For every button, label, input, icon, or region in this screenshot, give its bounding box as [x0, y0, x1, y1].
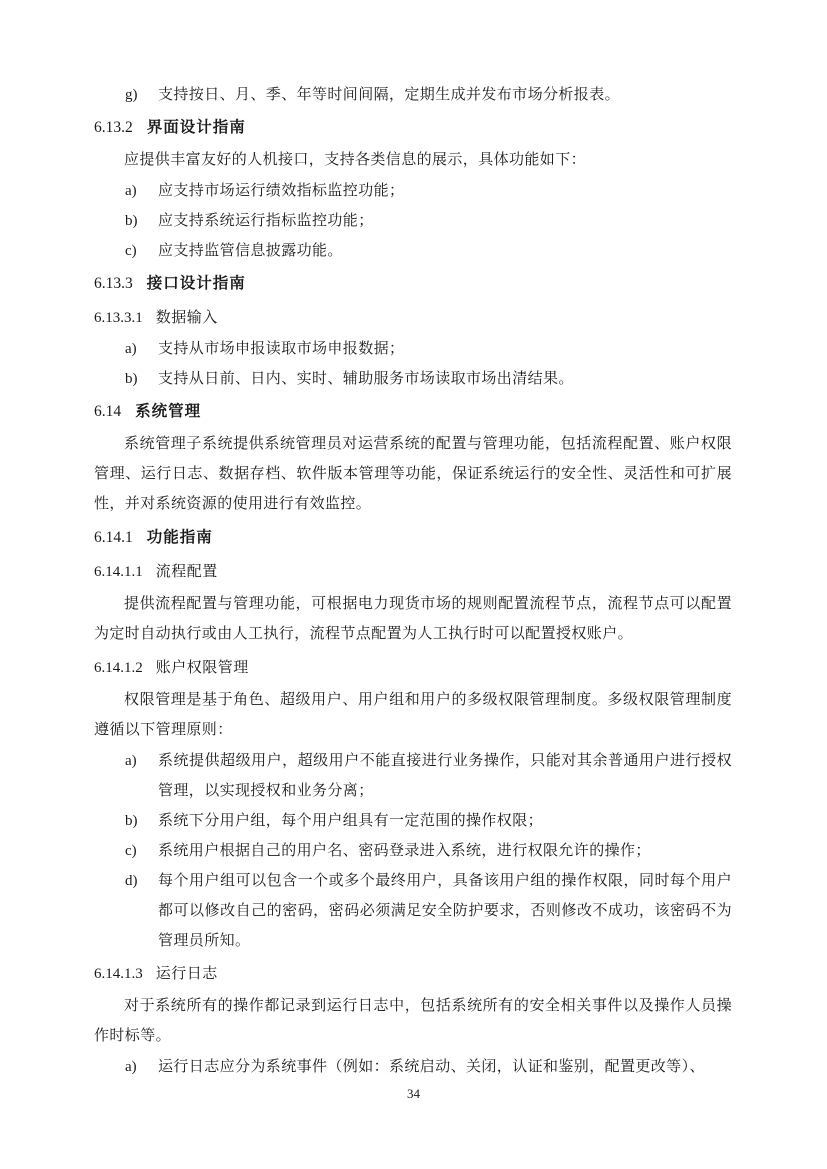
- list-item: [94, 206, 732, 236]
- list-item-label: b): [125, 371, 138, 387]
- heading-number: 6.14: [94, 403, 122, 420]
- subsection-heading: [94, 956, 732, 990]
- heading-number: 6.14.1.3: [94, 966, 143, 982]
- list-item-text: 系统下分用户组，每个用户组具有一定范围的操作权限；: [158, 813, 544, 829]
- subsection-heading: [94, 300, 732, 334]
- list-item-text: 应支持监管信息披露功能。: [158, 243, 343, 259]
- paragraph: 系统管理子系统提供系统管理员对运营系统的配置与管理功能，包括流程配置、账户权限管理、运行日志、数据存档、软件版本管理等功能，保证系统运行的安全性、灵活性和可扩展性，并对系统资源的使用进行有效监控。: [94, 436, 732, 512]
- heading-number: 6.13.2: [94, 119, 133, 136]
- list-item: [94, 364, 732, 394]
- list-item-label: c): [125, 243, 137, 259]
- heading-title: 接口设计指南: [146, 275, 246, 292]
- paragraph: 提供流程配置与管理功能，可根据电力现货市场的规则配置流程节点，流程节点可以配置为定时自动执行或由人工执行，流程节点配置为人工执行时可以配置授权账户。: [94, 596, 732, 642]
- list-item-label: c): [125, 843, 137, 859]
- list-item: [94, 176, 732, 206]
- heading-number: 6.13.3.1: [94, 310, 143, 326]
- heading-title: 运行日志: [155, 966, 218, 982]
- list-item-text: 每个用户组可以包含一个或多个最终用户，具备该用户组的操作权限，同时每个用户都可以修改自己的密码，密码必须满足安全防护要求，否则修改不成功，该密码不为管理员所知。: [158, 873, 732, 949]
- list-item-label: a): [125, 1059, 137, 1075]
- list-item-label: b): [125, 213, 138, 229]
- list-item: [94, 746, 732, 806]
- subsection-heading: [94, 554, 732, 588]
- paragraph: 权限管理是基于角色、超级用户、用户组和用户的多级权限管理制度。多级权限管理制度遵循以下管理原则：: [94, 692, 732, 738]
- list-item: [94, 806, 732, 836]
- list-item: [94, 80, 732, 110]
- heading-title: 界面设计指南: [146, 119, 246, 136]
- paragraph: 对于系统所有的操作都记录到运行日志中，包括系统所有的安全相关事件以及操作人员操作时标等。: [94, 998, 732, 1044]
- heading-title: 功能指南: [146, 529, 213, 546]
- list-item-label: a): [125, 753, 137, 769]
- subsection-heading: [94, 650, 732, 684]
- page-number: 34: [407, 1086, 420, 1101]
- document-content: [94, 80, 732, 1082]
- list-item: [94, 236, 732, 266]
- paragraph: 应提供丰富友好的人机接口，支持各类信息的展示，具体功能如下：: [124, 152, 587, 168]
- list-item: [94, 1052, 732, 1082]
- section-heading: [94, 266, 732, 300]
- list-item-text: 支持从日前、日内、实时、辅助服务市场读取市场出清结果。: [158, 371, 574, 387]
- list-item-label: b): [125, 813, 138, 829]
- list-item-text: 运行日志应分为系统事件（例如：系统启动、关闭，认证和鉴别，配置更改等）、: [158, 1059, 705, 1075]
- section-heading: [94, 394, 732, 428]
- list-item-label: a): [125, 341, 137, 357]
- list-item-text: 系统用户根据自己的用户名、密码登录进入系统，进行权限允许的操作；: [158, 843, 651, 859]
- section-heading: [94, 520, 732, 554]
- heading-title: 系统管理: [135, 403, 202, 420]
- list-item-label: g): [125, 87, 138, 103]
- heading-number: 6.13.3: [94, 275, 133, 292]
- list-item-text: 应支持系统运行指标监控功能；: [158, 213, 374, 229]
- list-item-text: 支持从市场申报读取市场申报数据；: [158, 341, 405, 357]
- heading-title: 数据输入: [155, 310, 218, 326]
- heading-number: 6.14.1.2: [94, 660, 143, 676]
- section-heading: [94, 110, 732, 144]
- list-item-text: 支持按日、月、季、年等时间间隔，定期生成并发布市场分析报表。: [158, 87, 621, 103]
- list-item: [94, 866, 732, 956]
- list-item: [94, 836, 732, 866]
- list-item-text: 应支持市场运行绩效指标监控功能；: [158, 183, 405, 199]
- heading-title: 账户权限管理: [155, 660, 249, 676]
- list-item-text: 系统提供超级用户，超级用户不能直接进行业务操作，只能对其余普通用户进行授权管理，以实现授权和业务分离；: [158, 753, 732, 799]
- list-item: [94, 334, 732, 364]
- heading-number: 6.14.1.1: [94, 564, 143, 580]
- heading-title: 流程配置: [155, 564, 218, 580]
- list-item-label: d): [125, 873, 138, 889]
- heading-number: 6.14.1: [94, 529, 133, 546]
- list-item-label: a): [125, 183, 137, 199]
